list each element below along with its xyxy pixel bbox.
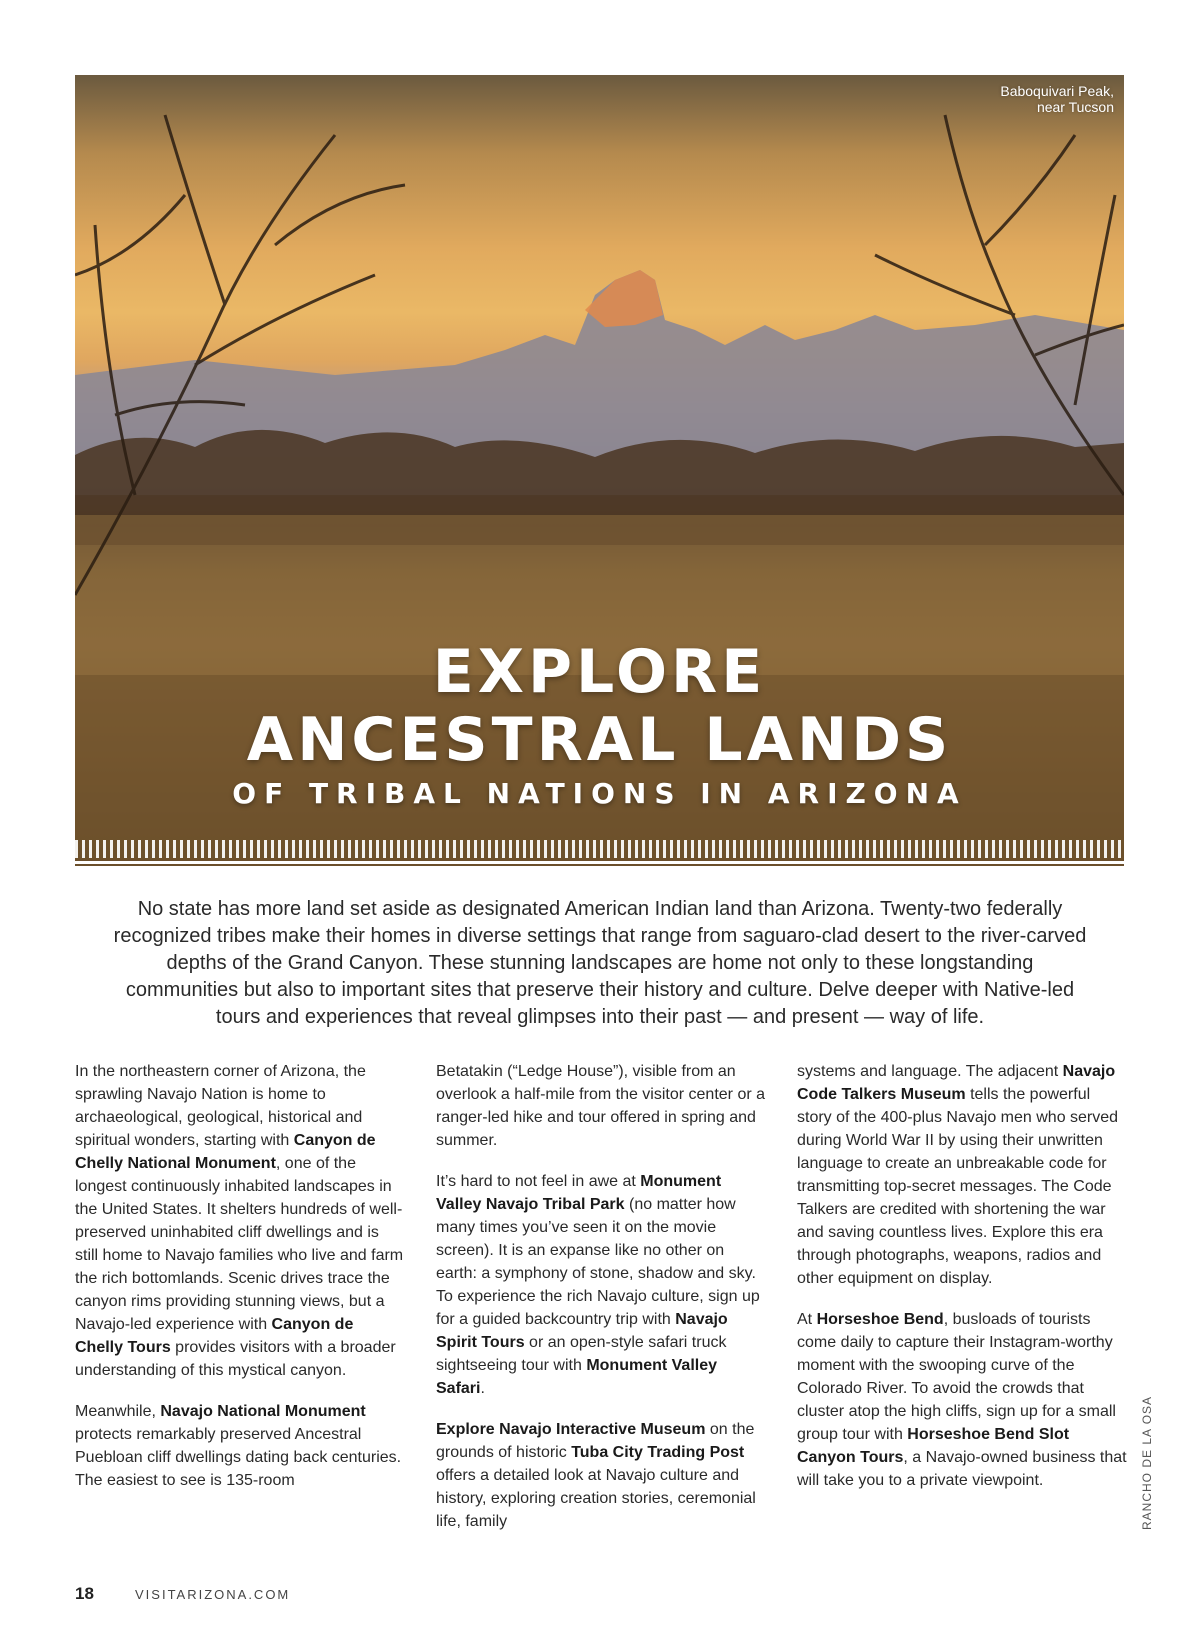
paragraph: In the northeastern corner of Arizona, the sprawling Navajo Nation is home to archaeological, geological, historical and spiritual wonders, starting with Canyon de Chelly National Monument, one of the longest continuously inhabited landscapes in the United States. It shelters hundreds of well-preserved uninhabited cliff dwellings and is still home to Navajo families who live and farm the rich bottomlands. Scenic drives trace the canyon rims providing stunning views, but a Navajo-led experience with Canyon de Chelly Tours provides visitors with a broader understanding of this mystical canyon.	[75, 1063, 404, 1379]
decorative-border-pattern	[75, 840, 1124, 858]
headline-line-1: EXPLORE	[432, 637, 767, 707]
photo-credit: RANCHO DE LA OSA	[1140, 1395, 1154, 1530]
paragraph: At Horseshoe Bend, busloads of tourists come daily to capture their Instagram-worthy moment with the swooping curve of the Colorado River. To avoid the crowds that cluster atop the high cliffs, sign up for a small group tour with Horseshoe Bend Slot Canyon Tours, a Navajo-owned business that will take you to a private viewpoint.	[797, 1311, 1127, 1489]
article-column-2	[436, 1060, 766, 1551]
photo-caption: Baboquivari Peak, near Tucson	[1000, 83, 1114, 115]
article-column-3	[797, 1060, 1127, 1510]
page-number: 18	[75, 1584, 94, 1603]
subheadline: OF TRIBAL NATIONS IN ARIZONA	[232, 777, 967, 810]
intro-paragraph: No state has more land set aside as designated American Indian land than Arizona. Twenty-two federally recognized tribes make their homes in diverse settings that range from saguaro-clad desert to the river-carved depths of the Grand Canyon. These stunning landscapes are home not only to these longstanding communities but also to important sites that preserve their history and culture. Delve deeper with Native-led tours and experiences that reveal glimpses into their past — and present — way of life.	[113, 898, 1087, 1028]
footer-site: VISITARIZONA.COM	[135, 1587, 291, 1602]
article-column-1	[75, 1060, 405, 1510]
decorative-border-line	[75, 861, 1124, 864]
paragraph: It’s hard to not feel in awe at Monument Valley Navajo Tribal Park (no matter how many times you’ve seen it on the movie screen). It is an expanse like no other on earth: a symphony of stone, shadow and sky. To experience the rich Navajo culture, sign up for a guided backcountry trip with Navajo Spirit Tours or an open-style safari truck sightseeing tour with Monument Valley Safari.	[436, 1173, 760, 1397]
paragraph: Betatakin (“Ledge House”), visible from an overlook a half-mile from the visitor center or a ranger-led hike and tour offered in spring and summer.	[436, 1063, 766, 1149]
paragraph: Meanwhile, Navajo National Monument protects remarkably preserved Ancestral Puebloan cliff dwellings dating back centuries. The easiest to see is 135-room	[75, 1403, 402, 1489]
paragraph: Explore Navajo Interactive Museum on the grounds of historic Tuba City Trading Post offers a detailed look at Navajo culture and history, exploring creation stories, ceremonial life, family	[436, 1421, 756, 1530]
headline-line-2: ANCESTRAL LANDS	[246, 705, 953, 775]
hero-photo	[75, 75, 1124, 866]
paragraph: systems and language. The adjacent Navajo Code Talkers Museum tells the powerful story of the 400-plus Navajo men who served during World War II by using their unwritten language to create an unbreakable code for transmitting top-secret messages. The Code Talkers are credited with shortening the war and saving countless lives. Explore this era through photographs, weapons, radios and other equipment on display.	[797, 1063, 1119, 1287]
